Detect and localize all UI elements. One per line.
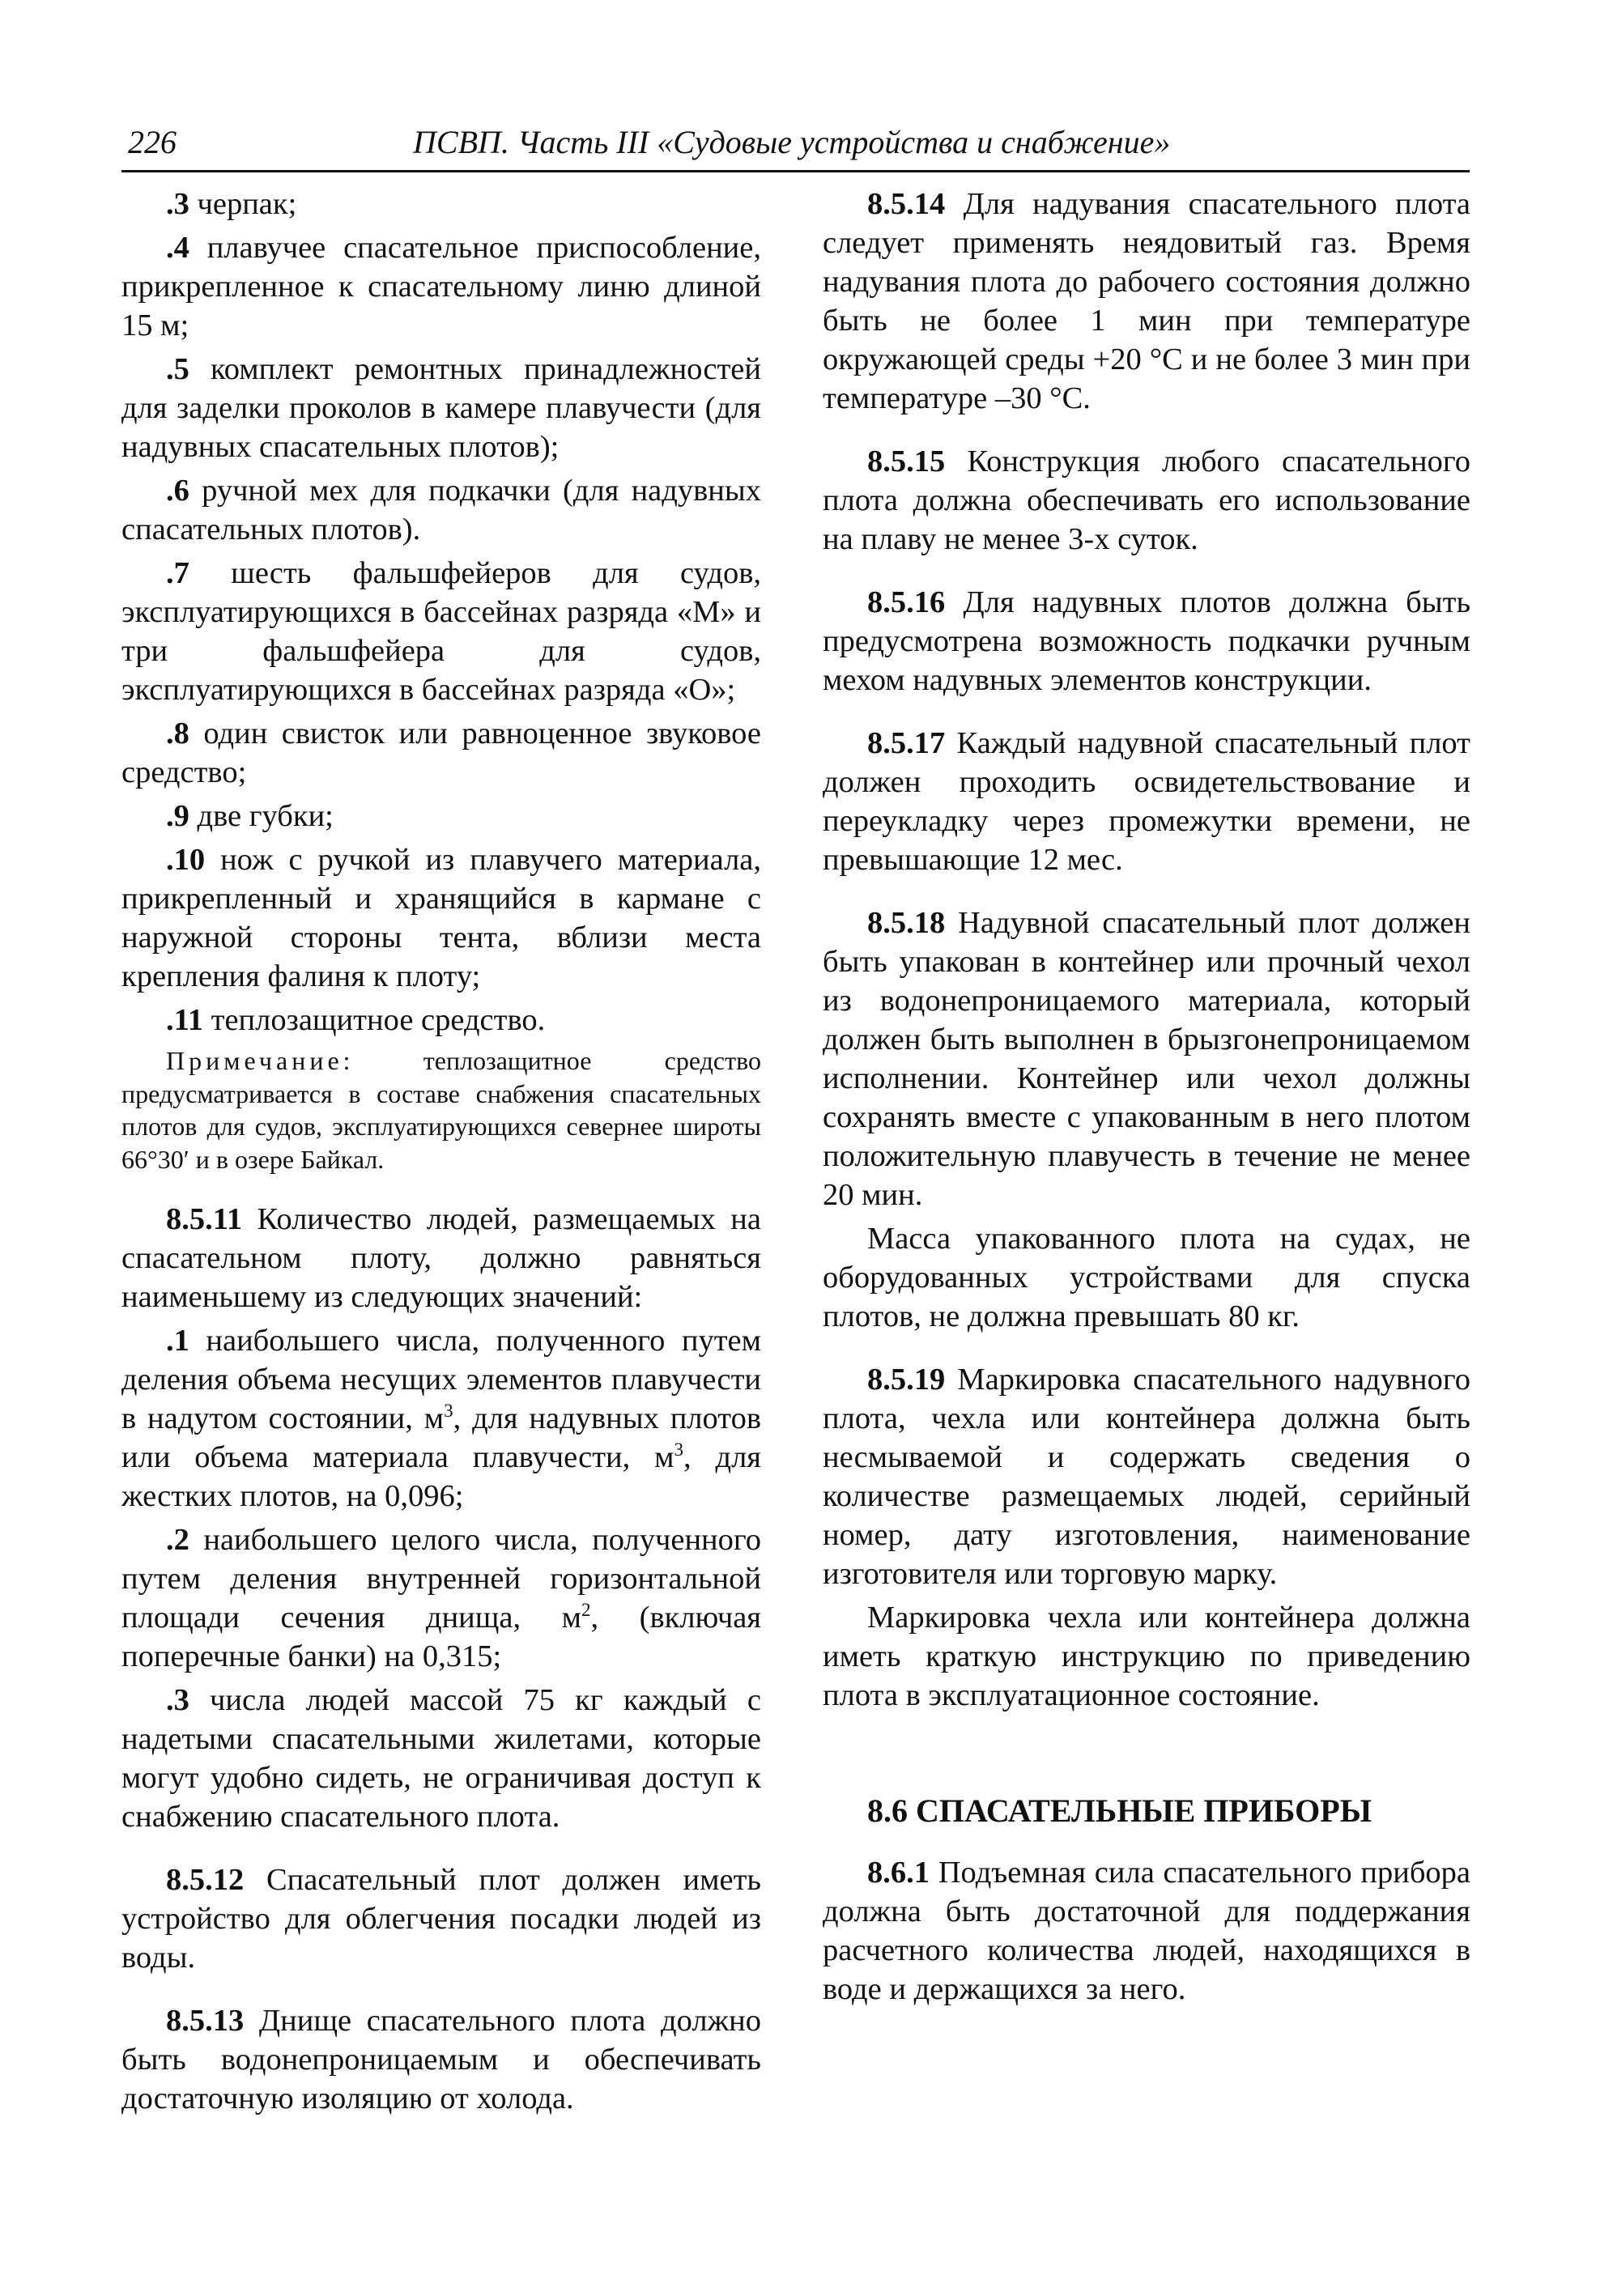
section-8-5-16 xyxy=(823,583,1470,699)
item-number: .5 xyxy=(166,352,189,386)
item-text: теплозащитное средство. xyxy=(203,1003,546,1037)
list-item xyxy=(121,1321,761,1516)
item-number: .3 xyxy=(166,187,189,221)
section-8-5-13 xyxy=(121,2001,761,2118)
left-column xyxy=(121,185,761,2123)
superscript: 2 xyxy=(581,1599,591,1621)
item-number: .8 xyxy=(166,716,189,750)
list-item xyxy=(121,714,761,792)
item-text: наибольшего числа, полученного путем деления объема несущих элементов плавучести в надутом состоянии, м xyxy=(121,1324,761,1435)
item-text: наибольшего целого числа, полученного путем деления внутренней горизонтальной площади сечения днища, м xyxy=(121,1523,761,1635)
list-item xyxy=(121,471,761,549)
right-column xyxy=(823,185,1470,2013)
section-heading: 8.6 СПАСАТЕЛЬНЫЕ ПРИБОРЫ xyxy=(867,1792,1372,1829)
section-text: Конструкция любого спасательного плота должна обеспечивать его использование на плаву не менее 3-х суток. xyxy=(823,444,1470,556)
list-item xyxy=(121,797,761,835)
running-header xyxy=(121,121,1470,172)
section-text: Надувной спасательный плот должен быть упакован в контейнер или прочный чехол из водонепроницаемого материала, который должен быть выполнен в брызгонепроницаемом исполнении. Контейнер или чехол должны сохранять вместе с упакованным в него плотом положительную плавучесть в течение не менее 20 мин. xyxy=(823,906,1470,1212)
item-text: , (включая поперечные банки) на 0,315; xyxy=(121,1601,761,1673)
paragraph: Маркировка чехла или контейнера должна иметь краткую инструкцию по приведению плота в эксплуатационное состояние. xyxy=(823,1601,1470,1712)
list-item xyxy=(121,350,761,466)
section-text: Подъемная сила спасательного прибора должна быть достаточной для поддержания расчетного количества людей, находящихся в воде и держащихся за него. xyxy=(823,1856,1470,2006)
item-number: .7 xyxy=(166,556,189,590)
list-item xyxy=(121,185,761,223)
item-text: две губки; xyxy=(189,799,334,833)
section-number: 8.6.1 xyxy=(867,1856,930,1890)
item-text: один свисток или равноценное звуковое средство; xyxy=(121,716,761,789)
note-label: Примечание xyxy=(166,1046,343,1075)
list-item xyxy=(121,1001,761,1040)
section-number: 8.5.14 xyxy=(867,187,946,221)
section-number: 8.5.16 xyxy=(867,585,946,619)
paragraph: Масса упакованного плота на судах, не оборудованных устройствами для спуска плотов, не должна превышать 80 кг. xyxy=(823,1222,1470,1333)
section-8-5-11 xyxy=(121,1200,761,1316)
section-text: Количество людей, размещаемых на спасательном плоту, должно равняться наименьшему из следующих значений: xyxy=(121,1202,761,1314)
item-number: .10 xyxy=(166,843,206,877)
list-item xyxy=(121,228,761,345)
item-text: , для надувных плотов или объема материала плавучести, м xyxy=(121,1401,761,1474)
running-title: ПСВП. Часть III «Судовые устройства и снабжение» xyxy=(413,124,1171,160)
item-number: .9 xyxy=(166,799,189,833)
superscript: 3 xyxy=(674,1439,684,1461)
section-text: Для надувания спасательного плота следует применять неядовитый газ. Время надувания плота до рабочего состояния должно быть не более 1 мин при температуре окружающей среды +20 °С и не более 3 мин при температуре –30 °С. xyxy=(823,187,1470,415)
section-text: Для надувных плотов должна быть предусмотрена возможность подкачки ручным мехом надувных элементов конструкции. xyxy=(823,585,1470,697)
list-item xyxy=(121,1520,761,1676)
section-8-5-12 xyxy=(121,1860,761,1977)
page-number: 226 xyxy=(128,124,177,160)
section-number: 8.5.12 xyxy=(166,1863,245,1897)
section-8-6-1 xyxy=(823,1853,1470,2009)
section-number: 8.5.13 xyxy=(166,2004,245,2038)
item-number: .4 xyxy=(166,231,189,265)
note-text: : теплозащитное средство предусматривается в составе снабжения спасательных плотов для судов, эксплуатирующихся севернее широты 66°30′ и в озере Байкал. xyxy=(121,1046,761,1174)
section-text: Спасательный плот должен иметь устройство для облегчения посадки людей из воды. xyxy=(121,1863,761,1975)
section-number: 8.5.17 xyxy=(867,726,946,760)
item-number: .3 xyxy=(166,1683,189,1717)
item-number: .6 xyxy=(166,474,189,508)
item-text: черпак; xyxy=(189,187,297,221)
section-8-5-19 xyxy=(823,1360,1470,1593)
section-text: Маркировка спасательного надувного плота, чехла или контейнера должна быть несмываемой и содержать сведения о количестве размещаемых людей, серийный номер, дату изготовления, наименование изготовителя или торговую марку. xyxy=(823,1363,1470,1591)
section-number: 8.5.19 xyxy=(867,1363,946,1397)
section-text: Каждый надувной спасательный плот должен проходить освидетельствование и переукладку через промежутки времени, не превышающие 12 мес. xyxy=(823,726,1470,877)
item-text: комплект ремонтных принадлежностей для заделки проколов в камере плавучести (для надувных спасательных плотов); xyxy=(121,352,761,464)
list-item xyxy=(121,840,761,996)
section-8-5-17 xyxy=(823,724,1470,879)
item-number: .1 xyxy=(166,1324,189,1358)
section-number: 8.5.11 xyxy=(166,1202,243,1236)
section-number: 8.5.18 xyxy=(867,906,946,940)
item-text: шесть фальшфейеров для судов, эксплуатирующихся в бассейнах разряда «М» и три фальшфейера для судов, эксплуатирующихся в бассейнах разряда «О»; xyxy=(121,556,761,707)
item-text: ручной мех для подкачки (для надувных спасательных плотов). xyxy=(121,474,761,546)
item-number: .2 xyxy=(166,1523,189,1557)
item-text: плавучее спасательное приспособление, прикрепленное к спасательному линю длиной 15 м; xyxy=(121,231,761,342)
list-item xyxy=(121,1681,761,1836)
section-8-5-15 xyxy=(823,442,1470,559)
item-text: , для жестких плотов, на 0,096; xyxy=(121,1440,761,1513)
item-number: .11 xyxy=(166,1003,204,1037)
section-8-5-18 xyxy=(823,904,1470,1214)
section-text: Днище спасательного плота должно быть водонепроницаемым и обеспечивать достаточную изоляцию от холода. xyxy=(121,2004,761,2115)
section-8-5-14 xyxy=(823,185,1470,418)
item-text: нож с ручкой из плавучего материала, прикрепленный и хранящийся в кармане с наружной стороны тента, вблизи места крепления фалиня к плоту; xyxy=(121,843,761,993)
superscript: 3 xyxy=(444,1400,453,1422)
section-number: 8.5.15 xyxy=(867,444,946,478)
note xyxy=(121,1044,761,1176)
list-item xyxy=(121,554,761,709)
item-text: числа людей массой 75 кг каждый с надетыми спасательными жилетами, которые могут удобно сидеть, не ограничивая доступ к снабжению спасательного плота. xyxy=(121,1683,761,1834)
